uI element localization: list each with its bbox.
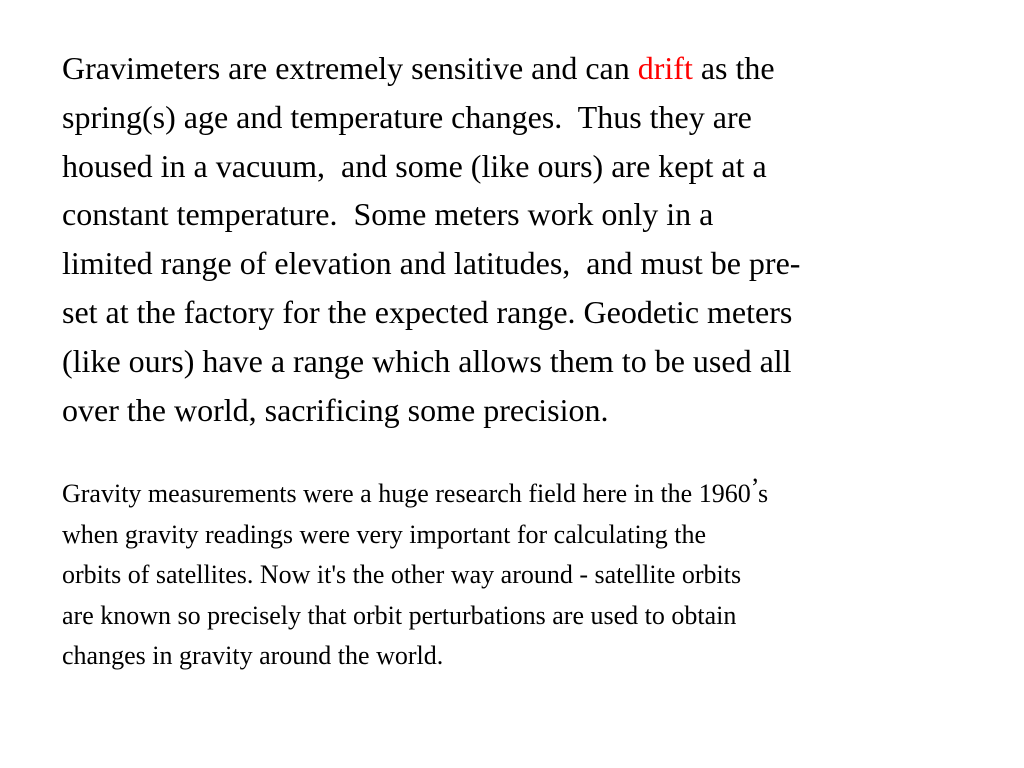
- text-line: [62, 44, 1002, 93]
- text-line: (like ours) have a range which allows them to be used all: [62, 342, 792, 379]
- paragraph-gravity-measurements: [62, 474, 1002, 677]
- text-line: are known so precisely that orbit perturbations are used to obtain: [62, 600, 737, 630]
- text-line: spring(s) age and temperature changes. Thus they are: [62, 98, 752, 135]
- paragraph-gravimeters: [62, 44, 1002, 434]
- highlighted-word-drift: drift: [637, 50, 693, 86]
- apostrophe-mark: ’: [750, 473, 758, 502]
- text-line: constant temperature. Some meters work only in a: [62, 196, 714, 233]
- text-segment: as the: [692, 50, 775, 86]
- text-segment: Gravity measurements were a huge research field here in the 1960: [62, 479, 751, 508]
- text-line: orbits of satellites. Now it's the other way around - satellite orbits: [62, 560, 742, 590]
- text-segment: s: [757, 479, 769, 508]
- text-line: limited range of elevation and latitudes, and must be pre-: [62, 245, 801, 282]
- text-line: housed in a vacuum, and some (like ours) are kept at a: [62, 147, 767, 184]
- text-line: when gravity readings were very important for calculating the: [62, 519, 706, 549]
- text-line: set at the factory for the expected range. Geodetic meters: [62, 293, 793, 330]
- text-line: [62, 474, 1002, 515]
- text-line: over the world, sacrificing some precision.: [62, 391, 609, 428]
- text-line: changes in gravity around the world.: [62, 641, 444, 671]
- text-segment: Gravimeters are extremely sensitive and can: [62, 50, 638, 86]
